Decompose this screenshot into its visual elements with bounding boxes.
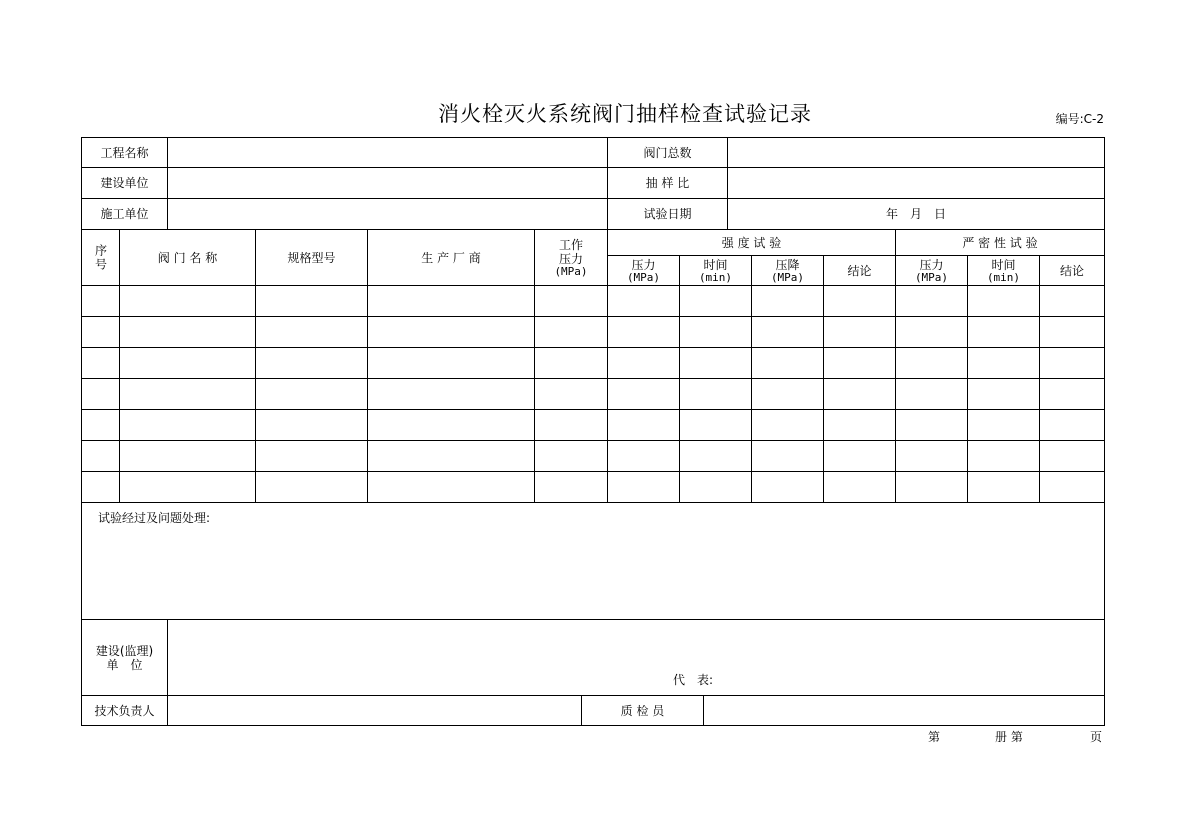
strength-pressure-unit: (MPa): [626, 270, 661, 284]
table-cell[interactable]: [607, 347, 680, 379]
table-cell[interactable]: [751, 316, 824, 348]
table-cell[interactable]: [367, 409, 535, 441]
table-cell[interactable]: [607, 471, 680, 503]
table-cell[interactable]: [895, 347, 968, 379]
sampling-ratio-label: 抽 样 比: [607, 167, 728, 199]
supervisor-unit-line2: 单 位: [106, 657, 143, 672]
valve-total-field[interactable]: [727, 137, 1105, 168]
work-pressure-header: [534, 229, 608, 286]
table-cell[interactable]: [534, 285, 608, 317]
pressure-drop-unit: (MPa): [770, 270, 805, 284]
supervisor-unit-label: [81, 619, 168, 696]
table-cell[interactable]: [367, 285, 535, 317]
tightness-pressure-header: [895, 255, 968, 286]
table-cell[interactable]: [367, 378, 535, 410]
table-cell[interactable]: [534, 316, 608, 348]
tightness-pressure-unit: (MPa): [914, 270, 949, 284]
table-cell[interactable]: [967, 440, 1040, 472]
table-cell[interactable]: [823, 347, 896, 379]
quality-inspector-label: 质 检 员: [581, 695, 704, 726]
table-cell[interactable]: [534, 378, 608, 410]
table-cell[interactable]: [607, 285, 680, 317]
table-cell[interactable]: [823, 316, 896, 348]
spec-model-header: 规格型号: [255, 229, 368, 286]
tech-lead-field[interactable]: [167, 695, 582, 726]
table-cell[interactable]: [119, 347, 256, 379]
quality-inspector-field[interactable]: [703, 695, 1105, 726]
work-pressure-unit: (MPa): [554, 264, 588, 278]
table-cell[interactable]: [1039, 347, 1105, 379]
pressure-drop-label: 压降: [775, 257, 800, 272]
representative-label: 代 表:: [673, 673, 714, 687]
tightness-pressure-label: 压力: [919, 257, 944, 272]
table-cell[interactable]: [679, 440, 752, 472]
strength-pressure-header: [607, 255, 680, 286]
table-cell[interactable]: [607, 316, 680, 348]
strength-time-unit: (min): [698, 270, 733, 284]
table-cell[interactable]: [895, 440, 968, 472]
contractor-unit-label: 施工单位: [81, 198, 168, 230]
tightness-test-header: 严 密 性 试 验: [895, 229, 1105, 256]
work-pressure-line2: 压力: [558, 251, 583, 266]
table-cell[interactable]: [607, 378, 680, 410]
table-cell[interactable]: [895, 316, 968, 348]
table-cell[interactable]: [895, 285, 968, 317]
table-cell[interactable]: [679, 378, 752, 410]
tightness-time-unit: (min): [986, 270, 1021, 284]
table-cell[interactable]: [119, 378, 256, 410]
table-cell[interactable]: [679, 471, 752, 503]
table-cell[interactable]: [967, 347, 1040, 379]
table-cell[interactable]: [367, 316, 535, 348]
table-cell[interactable]: [255, 409, 368, 441]
table-cell[interactable]: [255, 347, 368, 379]
strength-conclusion-header: 结论: [823, 255, 896, 286]
table-cell[interactable]: [255, 378, 368, 410]
table-cell[interactable]: [679, 285, 752, 317]
table-cell[interactable]: [119, 471, 256, 503]
table-cell[interactable]: [967, 378, 1040, 410]
contractor-unit-field[interactable]: [167, 198, 608, 230]
table-cell[interactable]: [679, 316, 752, 348]
construction-unit-field[interactable]: [167, 167, 608, 199]
table-cell[interactable]: [534, 471, 608, 503]
table-cell[interactable]: [967, 471, 1040, 503]
process-notes-field[interactable]: [81, 502, 1105, 620]
table-cell[interactable]: [367, 440, 535, 472]
table-cell[interactable]: [255, 471, 368, 503]
process-notes-label: 试验经过及问题处理:: [98, 511, 211, 525]
table-cell[interactable]: [119, 440, 256, 472]
valve-total-label: 阀门总数: [607, 137, 728, 168]
table-cell[interactable]: [895, 471, 968, 503]
table-cell[interactable]: [895, 409, 968, 441]
table-cell[interactable]: [81, 316, 120, 348]
table-cell[interactable]: [534, 347, 608, 379]
work-pressure-line1: 工作: [558, 237, 583, 252]
page-title: 消火栓灭火系统阀门抽样检查试验记录: [438, 102, 812, 126]
project-name-label: 工程名称: [81, 137, 168, 168]
valve-name-header: 阀 门 名 称: [119, 229, 256, 286]
table-cell[interactable]: [1039, 285, 1105, 317]
table-cell[interactable]: [255, 285, 368, 317]
table-cell[interactable]: [751, 378, 824, 410]
table-cell[interactable]: [119, 316, 256, 348]
construction-unit-label: 建设单位: [81, 167, 168, 199]
table-cell[interactable]: [967, 316, 1040, 348]
tightness-time-label: 时间: [991, 257, 1016, 272]
table-cell[interactable]: [679, 409, 752, 441]
table-cell[interactable]: [967, 409, 1040, 441]
test-date-label: 试验日期: [607, 198, 728, 230]
table-cell[interactable]: [751, 471, 824, 503]
table-cell[interactable]: [255, 316, 368, 348]
table-cell[interactable]: [1039, 471, 1105, 503]
project-name-field[interactable]: [167, 137, 608, 168]
tightness-time-header: [967, 255, 1040, 286]
volume-suffix: 册 第: [995, 730, 1023, 744]
table-cell[interactable]: [534, 409, 608, 441]
sampling-ratio-field[interactable]: [727, 167, 1105, 199]
table-cell[interactable]: [367, 347, 535, 379]
table-cell[interactable]: [823, 285, 896, 317]
table-cell[interactable]: [751, 440, 824, 472]
table-cell[interactable]: [823, 409, 896, 441]
table-cell[interactable]: [81, 378, 120, 410]
strength-test-header: 强 度 试 验: [607, 229, 896, 256]
strength-time-label: 时间: [703, 257, 728, 272]
table-cell[interactable]: [255, 440, 368, 472]
supervisor-unit-line1: 建设(监理): [95, 643, 154, 658]
table-cell[interactable]: [1039, 378, 1105, 410]
table-cell[interactable]: [119, 409, 256, 441]
table-cell[interactable]: [967, 285, 1040, 317]
table-cell[interactable]: [823, 440, 896, 472]
table-cell[interactable]: [751, 347, 824, 379]
table-cell[interactable]: [823, 471, 896, 503]
table-cell[interactable]: [81, 440, 120, 472]
tech-lead-label: 技术负责人: [81, 695, 168, 726]
table-cell[interactable]: [895, 378, 968, 410]
table-cell[interactable]: [367, 471, 535, 503]
table-cell[interactable]: [81, 471, 120, 503]
tightness-conclusion-header: 结论: [1039, 255, 1105, 286]
pressure-drop-header: [751, 255, 824, 286]
table-cell[interactable]: [1039, 316, 1105, 348]
table-cell[interactable]: [751, 285, 824, 317]
table-cell[interactable]: [1039, 409, 1105, 441]
table-cell[interactable]: [751, 409, 824, 441]
page-prefix: 第: [928, 730, 941, 744]
strength-pressure-label: 压力: [631, 257, 656, 272]
table-cell[interactable]: [607, 440, 680, 472]
form-code: 编号:C-2: [1055, 112, 1104, 126]
table-cell[interactable]: [81, 285, 120, 317]
manufacturer-header: 生 产 厂 商: [367, 229, 535, 286]
table-cell[interactable]: [607, 409, 680, 441]
table-cell[interactable]: [823, 378, 896, 410]
table-cell[interactable]: [679, 347, 752, 379]
supervisor-unit-field[interactable]: [167, 619, 1105, 696]
page-suffix: 页: [1090, 730, 1103, 744]
strength-time-header: [679, 255, 752, 286]
table-cell[interactable]: [1039, 440, 1105, 472]
table-cell[interactable]: [534, 440, 608, 472]
table-cell[interactable]: [119, 285, 256, 317]
test-date-field[interactable]: 年 月 日: [727, 198, 1105, 230]
table-cell[interactable]: [81, 409, 120, 441]
table-cell[interactable]: [81, 347, 120, 379]
seq-header: 序号: [81, 229, 120, 286]
